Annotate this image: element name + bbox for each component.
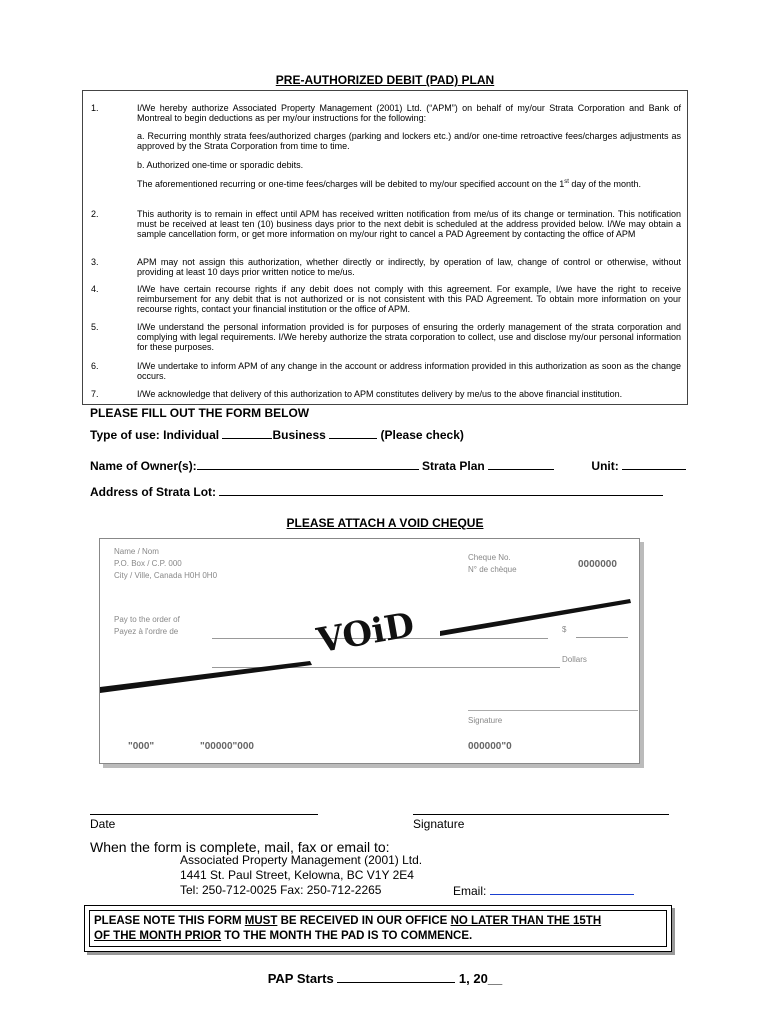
cheque-signature-line [468, 710, 638, 711]
cheque-po: P.O. Box / C.P. 000 [114, 559, 182, 568]
cheque-no-label: Cheque No. [468, 553, 511, 562]
term-number: 6. [91, 361, 99, 371]
dollar-sign: $ [562, 625, 567, 634]
date-label: Date [90, 817, 116, 831]
term-text: I/We acknowledge that delivery of this authorization to APM constitutes delivery by me/us to the above financial institution. [137, 389, 623, 399]
micr-account: 000000"0 [468, 741, 512, 752]
street-address: 1441 St. Paul Street, Kelowna, BC V1Y 2E4 [180, 868, 414, 882]
cheque-city: City / Ville, Canada H0H 0H0 [114, 571, 218, 580]
page-title: PRE-AUTHORIZED DEBIT (PAD) PLAN [275, 73, 495, 87]
deadline-notice [84, 905, 672, 952]
email-link[interactable] [490, 883, 634, 895]
pap-start-row: PAP Starts 1, 20__ [267, 971, 503, 986]
cheque-name: Name / Nom [114, 547, 159, 556]
term-subitem: b. Authorized one-time or sporadic debits. [137, 160, 304, 170]
business-field[interactable] [329, 427, 377, 439]
term-number: 2. [91, 209, 99, 219]
terms-box [82, 90, 688, 405]
owner-row: Name of Owner(s): Strata Plan Unit: [90, 458, 686, 473]
micr-institution: "00000"000 [200, 741, 254, 752]
individual-field[interactable] [222, 427, 272, 439]
term-subitem: a. Recurring monthly strata fees/authorized charges (parking and lockers etc.) and/or one-time retroactive fees/charges adjustments as approved by the Strata Corporation from time to time. [137, 131, 681, 151]
phone-fax: Tel: 250-712-0025 Fax: 250-712-2265 [180, 883, 382, 897]
strata-plan-field[interactable] [488, 458, 554, 470]
term-number: 7. [91, 389, 99, 399]
micr-transit: "000" [128, 741, 155, 752]
address-field[interactable] [219, 484, 663, 496]
term-number: 1. [91, 103, 99, 113]
type-of-use-row: Type of use: Individual Business (Please check) [90, 428, 464, 442]
signature-label: Signature [413, 817, 465, 831]
term-subitem: The aforementioned recurring or one-time fees/charges will be debited to my/our specified account on the 1st day of the month. [137, 179, 641, 189]
dollars-label: Dollars [562, 655, 587, 664]
term-number: 4. [91, 284, 99, 294]
date-line[interactable] [90, 814, 318, 815]
pay-to-label: Pay to the order of [114, 615, 180, 624]
company-name: Associated Property Management (2001) Ltd. [180, 853, 423, 867]
cheque-no-label-fr: N° de chèque [468, 565, 517, 574]
address-row: Address of Strata Lot: [90, 484, 663, 499]
signature-line[interactable] [413, 814, 669, 815]
term-text: I/We hereby authorize Associated Property Management (2001) Ltd. (“APM”) on behalf of my/our Strata Corporation and Bank of Montreal to begin deductions as per my/our instructions for the following: [137, 103, 681, 123]
mail-instructions: When the form is complete, mail, fax or email to: [90, 839, 390, 855]
void-stamp: VOiD [314, 605, 418, 662]
owner-name-field[interactable] [197, 458, 419, 470]
cheque-signature-label: Signature [468, 716, 503, 725]
deadline-notice-text: PLEASE NOTE THIS FORM MUST BE RECEIVED IN OUR OFFICE NO LATER THAN THE 15TH OF THE MONTH PRIOR TO THE MONTH THE PAD IS TO COMMENCE. [89, 910, 667, 947]
term-text: This authority is to remain in effect until APM has received written notification from me/us of its change or termination. This notification must be received at least ten (10) business days prior to the next debit is scheduled at the address provided below. I/We may obtain a sample cancellation form, or get more information on my/our right to cancel a PAD Agreement by contacting the office of APM [137, 209, 681, 239]
term-text: I/We undertake to inform APM of any change in the account or address information provided in this authorization as soon as the change occurs. [137, 361, 681, 381]
pap-start-date-field[interactable] [337, 971, 455, 983]
void-cheque-image [99, 538, 640, 764]
pay-to-label-fr: Payez à l'ordre de [114, 627, 179, 636]
unit-field[interactable] [622, 458, 686, 470]
form-heading: PLEASE FILL OUT THE FORM BELOW [90, 406, 310, 420]
term-number: 5. [91, 322, 99, 332]
term-text: APM may not assign this authorization, whether directly or indirectly, by operation of law, change of control or otherwise, without providing at least 10 days prior written notice to me/us. [137, 257, 681, 277]
term-text: I/We have certain recourse rights if any debit does not comply with this agreement. For example, I/we have the right to receive reimbursement for any debit that is not authorized or is not consistent with this PAD Agreement. To obtain more information on your recourse rights, contact your financial institution or the office of APM. [137, 284, 681, 314]
term-text: I/We understand the personal information provided is for purposes of ensuring the orderly management of the strata corporation and complying with legal requirements. I/We hereby authorize the strata corporation to collect, use and disclose my/our personal information for these purposes. [137, 322, 681, 352]
cheque-number: 0000000 [578, 559, 617, 570]
term-number: 3. [91, 257, 99, 267]
email-row: Email: [453, 883, 634, 898]
attach-cheque-heading: PLEASE ATTACH A VOID CHEQUE [286, 516, 484, 530]
